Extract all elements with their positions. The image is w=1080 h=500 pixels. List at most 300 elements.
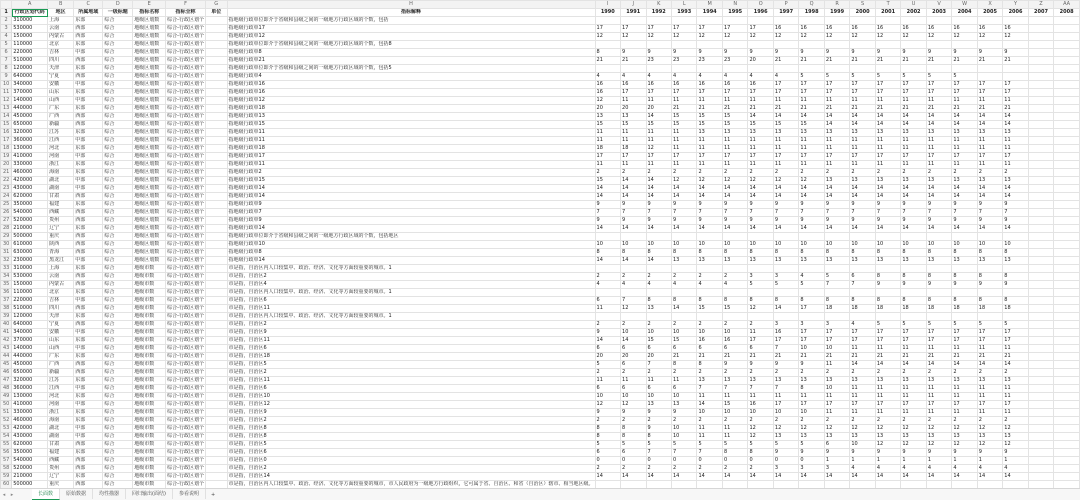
table-cell[interactable]: 地级区划数: [133, 209, 166, 217]
table-cell[interactable]: 6: [621, 385, 646, 393]
table-cell[interactable]: 综合: [103, 385, 133, 393]
table-cell[interactable]: 地级区划数: [133, 25, 166, 33]
row-number[interactable]: 42: [1, 337, 12, 345]
table-cell[interactable]: 8: [621, 425, 646, 433]
header-cell[interactable]: 2001: [875, 9, 900, 17]
table-cell[interactable]: [926, 289, 951, 297]
table-cell[interactable]: 5: [799, 441, 824, 449]
table-cell[interactable]: 8: [952, 273, 977, 281]
table-cell[interactable]: 8: [875, 273, 900, 281]
table-cell[interactable]: 市是指，自治区8: [227, 425, 595, 433]
table-cell[interactable]: [1054, 57, 1080, 65]
table-cell[interactable]: 15: [722, 305, 747, 313]
table-cell[interactable]: 130000: [12, 393, 48, 401]
table-cell[interactable]: 11: [977, 385, 1002, 393]
column-header-n[interactable]: N: [722, 1, 747, 9]
table-cell[interactable]: [205, 345, 227, 353]
table-cell[interactable]: 15: [697, 121, 722, 129]
table-cell[interactable]: 6: [850, 273, 875, 281]
table-cell[interactable]: 东部: [74, 265, 103, 273]
table-cell[interactable]: 11: [1003, 137, 1028, 145]
table-cell[interactable]: 综合-行政区划个: [167, 49, 204, 55]
table-cell[interactable]: 福建: [48, 449, 74, 457]
table-cell[interactable]: [1028, 401, 1053, 409]
table-cell[interactable]: 7: [799, 209, 824, 217]
table-cell[interactable]: [621, 265, 646, 273]
table-cell[interactable]: 16: [595, 81, 620, 89]
table-cell[interactable]: 8: [901, 297, 926, 305]
table-cell[interactable]: [824, 233, 849, 241]
table-cell[interactable]: 13: [977, 377, 1002, 385]
table-cell[interactable]: 8: [748, 449, 773, 457]
table-cell[interactable]: 7: [773, 385, 798, 393]
table-cell[interactable]: 天津: [48, 65, 74, 73]
table-cell[interactable]: 9: [977, 201, 1002, 209]
table-cell[interactable]: 综合-行政区划个: [167, 433, 204, 439]
table-cell[interactable]: 8: [773, 297, 798, 305]
table-cell[interactable]: [1028, 225, 1053, 233]
table-cell[interactable]: 9: [671, 217, 696, 225]
table-cell[interactable]: 4: [722, 281, 747, 289]
table-cell[interactable]: 17: [646, 153, 671, 161]
table-cell[interactable]: 市是指，自治区4: [227, 281, 595, 289]
table-cell[interactable]: [646, 313, 671, 321]
table-cell[interactable]: 地级区划数: [133, 89, 166, 97]
table-cell[interactable]: 11: [952, 137, 977, 145]
table-cell[interactable]: 16: [722, 81, 747, 89]
table-cell[interactable]: 地级区划数: [133, 81, 166, 89]
table-cell[interactable]: [1054, 161, 1080, 169]
table-cell[interactable]: 9: [722, 361, 747, 369]
table-cell[interactable]: 6: [697, 345, 722, 353]
table-cell[interactable]: [1054, 89, 1080, 97]
table-cell[interactable]: [1028, 81, 1053, 89]
table-cell[interactable]: 4: [850, 465, 875, 473]
table-cell[interactable]: [1054, 289, 1080, 297]
table-cell[interactable]: 9: [977, 217, 1002, 225]
next-sheet-icon[interactable]: ▸: [10, 491, 14, 498]
table-cell[interactable]: 21: [799, 57, 824, 65]
table-cell[interactable]: 指地级行政单9: [227, 201, 595, 209]
table-cell[interactable]: 8: [824, 297, 849, 305]
table-cell[interactable]: 综合: [103, 425, 133, 433]
table-cell[interactable]: [850, 233, 875, 241]
table-cell[interactable]: 江西: [48, 137, 74, 145]
table-cell[interactable]: 综合-行政区划个: [167, 329, 204, 335]
table-cell[interactable]: 360000: [12, 385, 48, 393]
table-cell[interactable]: [952, 481, 977, 489]
table-cell[interactable]: 综合-行政区划个: [167, 33, 204, 39]
table-cell[interactable]: 综合: [103, 225, 133, 233]
column-header-j[interactable]: J: [621, 1, 646, 9]
table-cell[interactable]: 14: [926, 113, 951, 121]
column-header-aa[interactable]: AA: [1054, 1, 1080, 9]
table-cell[interactable]: [1054, 297, 1080, 305]
table-cell[interactable]: 21: [875, 353, 900, 361]
table-cell[interactable]: 综合: [103, 465, 133, 473]
table-cell[interactable]: 2: [748, 417, 773, 425]
table-cell[interactable]: [1028, 137, 1053, 145]
table-cell[interactable]: 西部: [74, 481, 103, 489]
table-cell[interactable]: [1028, 73, 1053, 81]
table-cell[interactable]: 综合: [103, 201, 133, 209]
header-cell[interactable]: 1995: [722, 9, 747, 17]
row-number[interactable]: 33: [1, 265, 12, 273]
header-cell[interactable]: 2006: [1003, 9, 1028, 17]
sheet-tab[interactable]: 参看说明: [173, 489, 206, 499]
header-cell[interactable]: 1997: [773, 9, 798, 17]
row-number[interactable]: 7: [1, 57, 12, 65]
table-cell[interactable]: 4: [671, 281, 696, 289]
table-cell[interactable]: 17: [671, 25, 696, 33]
table-cell[interactable]: 10: [722, 329, 747, 337]
table-cell[interactable]: 9: [595, 217, 620, 225]
table-cell[interactable]: [621, 41, 646, 49]
table-cell[interactable]: 地级区划数: [133, 57, 166, 65]
table-cell[interactable]: 11: [621, 137, 646, 145]
table-cell[interactable]: 410000: [12, 401, 48, 409]
table-cell[interactable]: 综合: [103, 401, 133, 409]
table-cell[interactable]: [1003, 41, 1028, 49]
table-cell[interactable]: 13: [697, 377, 722, 385]
table-cell[interactable]: 8: [901, 273, 926, 281]
table-cell[interactable]: 中部: [74, 97, 103, 105]
table-cell[interactable]: 21: [748, 105, 773, 113]
table-cell[interactable]: 13: [926, 377, 951, 385]
table-cell[interactable]: 地级市数: [133, 305, 166, 313]
table-cell[interactable]: 10: [799, 409, 824, 417]
table-cell[interactable]: 9: [952, 449, 977, 457]
header-cell[interactable]: 2002: [901, 9, 926, 17]
table-cell[interactable]: 12: [875, 425, 900, 433]
table-cell[interactable]: 16: [646, 81, 671, 89]
table-cell[interactable]: 综合-行政区划个: [167, 289, 204, 295]
table-cell[interactable]: [205, 249, 227, 257]
table-cell[interactable]: [748, 481, 773, 489]
table-cell[interactable]: 指地级行政单11: [227, 161, 595, 169]
table-cell[interactable]: 青海: [48, 249, 74, 257]
table-cell[interactable]: 12: [1003, 33, 1028, 41]
table-cell[interactable]: 市是指，自治区5: [227, 441, 595, 449]
table-cell[interactable]: [952, 265, 977, 273]
header-cell[interactable]: 2003: [926, 9, 951, 17]
row-number[interactable]: 17: [1, 137, 12, 145]
table-cell[interactable]: 2: [697, 321, 722, 329]
table-cell[interactable]: 14: [901, 193, 926, 201]
table-cell[interactable]: 11: [977, 161, 1002, 169]
table-cell[interactable]: 5: [722, 441, 747, 449]
table-cell[interactable]: 宁夏: [48, 73, 74, 81]
table-cell[interactable]: 8: [773, 249, 798, 257]
table-cell[interactable]: 14: [621, 257, 646, 265]
table-cell[interactable]: 指地级行政单位即介于省级和县级之间的一级地方行政区域的个数，包括地区: [227, 233, 595, 241]
table-cell[interactable]: 综合: [103, 33, 133, 41]
table-cell[interactable]: 14: [824, 473, 849, 481]
table-cell[interactable]: [1028, 441, 1053, 449]
table-cell[interactable]: 13: [748, 129, 773, 137]
table-cell[interactable]: 12: [748, 305, 773, 313]
table-cell[interactable]: 市是指，自治区9: [227, 409, 595, 417]
table-cell[interactable]: 14: [875, 225, 900, 233]
column-header-o[interactable]: O: [748, 1, 773, 9]
table-cell[interactable]: 11: [773, 161, 798, 169]
table-cell[interactable]: 15: [773, 121, 798, 129]
table-cell[interactable]: 18: [850, 305, 875, 313]
table-cell[interactable]: 16: [595, 89, 620, 97]
table-cell[interactable]: 西部: [74, 33, 103, 41]
table-cell[interactable]: [1003, 265, 1028, 273]
table-cell[interactable]: 16: [671, 81, 696, 89]
table-cell[interactable]: [1028, 353, 1053, 361]
table-cell[interactable]: [1054, 465, 1080, 473]
table-cell[interactable]: 17: [875, 337, 900, 345]
table-cell[interactable]: 13: [952, 433, 977, 441]
table-cell[interactable]: 14: [722, 185, 747, 193]
table-cell[interactable]: 指地级行政单14: [227, 185, 595, 193]
table-cell[interactable]: 东部: [74, 105, 103, 113]
table-cell[interactable]: 地级市数: [133, 465, 166, 473]
table-cell[interactable]: [1054, 473, 1080, 481]
table-cell[interactable]: 2: [1003, 417, 1028, 425]
table-cell[interactable]: [1054, 105, 1080, 113]
table-cell[interactable]: [875, 17, 900, 25]
table-cell[interactable]: 综合: [103, 185, 133, 193]
row-number[interactable]: 54: [1, 433, 12, 441]
table-cell[interactable]: [205, 161, 227, 169]
table-cell[interactable]: 8: [722, 449, 747, 457]
table-cell[interactable]: [1054, 49, 1080, 57]
table-cell[interactable]: 7: [773, 209, 798, 217]
table-cell[interactable]: 12: [621, 305, 646, 313]
table-cell[interactable]: 指地级行政单2: [227, 169, 595, 177]
table-cell[interactable]: 8: [977, 297, 1002, 305]
table-cell[interactable]: 2: [671, 273, 696, 281]
table-cell[interactable]: [722, 41, 747, 49]
table-cell[interactable]: 14: [697, 185, 722, 193]
table-cell[interactable]: 10: [646, 241, 671, 249]
table-cell[interactable]: 17: [875, 329, 900, 337]
table-cell[interactable]: [773, 65, 798, 73]
table-cell[interactable]: [595, 65, 620, 73]
table-cell[interactable]: 山东: [48, 337, 74, 345]
table-cell[interactable]: 14: [646, 473, 671, 481]
table-cell[interactable]: [671, 289, 696, 297]
table-cell[interactable]: 8: [875, 249, 900, 257]
table-cell[interactable]: 13: [773, 377, 798, 385]
table-cell[interactable]: 12: [1003, 441, 1028, 449]
table-cell[interactable]: 9: [621, 409, 646, 417]
row-number[interactable]: 59: [1, 473, 12, 481]
table-cell[interactable]: 11: [850, 345, 875, 353]
table-cell[interactable]: 13: [850, 177, 875, 185]
table-cell[interactable]: 指地级行政单14: [227, 257, 595, 265]
row-number[interactable]: 1: [1, 9, 12, 17]
table-cell[interactable]: [205, 265, 227, 273]
table-cell[interactable]: 11: [773, 393, 798, 401]
table-cell[interactable]: 13: [850, 377, 875, 385]
table-cell[interactable]: 综合-行政区划个: [167, 41, 204, 47]
table-cell[interactable]: 5: [875, 73, 900, 81]
table-cell[interactable]: 11: [952, 345, 977, 353]
table-cell[interactable]: [824, 313, 849, 321]
table-cell[interactable]: 14: [926, 473, 951, 481]
table-cell[interactable]: [977, 313, 1002, 321]
table-cell[interactable]: 6: [595, 345, 620, 353]
table-cell[interactable]: [1054, 257, 1080, 265]
table-cell[interactable]: [205, 273, 227, 281]
table-cell[interactable]: 5: [697, 441, 722, 449]
table-cell[interactable]: 17: [977, 401, 1002, 409]
table-cell[interactable]: 17: [748, 337, 773, 345]
table-cell[interactable]: [205, 193, 227, 201]
table-cell[interactable]: 12: [977, 33, 1002, 41]
table-cell[interactable]: 甘肃: [48, 441, 74, 449]
table-cell[interactable]: 430000: [12, 185, 48, 193]
table-cell[interactable]: 2: [901, 417, 926, 425]
table-cell[interactable]: 综合-行政区划个: [167, 265, 204, 271]
table-cell[interactable]: 综合-行政区划个: [167, 137, 204, 143]
table-cell[interactable]: 11: [722, 425, 747, 433]
table-cell[interactable]: 7: [697, 209, 722, 217]
table-cell[interactable]: 西部: [74, 57, 103, 65]
table-cell[interactable]: 14: [722, 225, 747, 233]
table-cell[interactable]: 17: [799, 337, 824, 345]
table-cell[interactable]: 14: [646, 185, 671, 193]
table-cell[interactable]: 综合: [103, 449, 133, 457]
row-number[interactable]: 18: [1, 145, 12, 153]
table-cell[interactable]: 8: [722, 297, 747, 305]
table-cell[interactable]: [1028, 185, 1053, 193]
header-cell[interactable]: 指标全称: [166, 9, 206, 17]
table-cell[interactable]: [205, 137, 227, 145]
table-cell[interactable]: 11: [850, 393, 875, 401]
table-cell[interactable]: 10: [901, 241, 926, 249]
table-cell[interactable]: 8: [595, 49, 620, 57]
table-cell[interactable]: 220000: [12, 49, 48, 57]
table-cell[interactable]: [1028, 393, 1053, 401]
table-cell[interactable]: [1028, 337, 1053, 345]
table-cell[interactable]: 21: [926, 105, 951, 113]
table-cell[interactable]: 9: [901, 49, 926, 57]
table-cell[interactable]: 中部: [74, 177, 103, 185]
table-cell[interactable]: 西部: [74, 217, 103, 225]
table-cell[interactable]: 综合-行政区划个: [167, 65, 204, 71]
table-cell[interactable]: 11: [926, 393, 951, 401]
table-cell[interactable]: 9: [850, 201, 875, 209]
table-cell[interactable]: [1003, 65, 1028, 73]
table-cell[interactable]: 9: [773, 449, 798, 457]
table-cell[interactable]: 东部: [74, 409, 103, 417]
table-cell[interactable]: 8: [799, 385, 824, 393]
table-cell[interactable]: [205, 209, 227, 217]
table-cell[interactable]: 东部: [74, 41, 103, 49]
table-cell[interactable]: 综合-行政区划个: [167, 17, 204, 23]
table-cell[interactable]: 11: [926, 345, 951, 353]
table-cell[interactable]: [748, 65, 773, 73]
table-cell[interactable]: [1028, 161, 1053, 169]
table-cell[interactable]: 14: [671, 225, 696, 233]
table-cell[interactable]: 9: [722, 201, 747, 209]
table-cell[interactable]: 17: [646, 89, 671, 97]
row-number[interactable]: 43: [1, 345, 12, 353]
table-cell[interactable]: 综合: [103, 265, 133, 273]
table-cell[interactable]: 10: [671, 433, 696, 441]
row-number[interactable]: 14: [1, 113, 12, 121]
table-cell[interactable]: 2: [595, 169, 620, 177]
table-cell[interactable]: 7: [621, 297, 646, 305]
table-cell[interactable]: 3: [799, 321, 824, 329]
table-cell[interactable]: 地级市数: [133, 337, 166, 345]
table-cell[interactable]: 2: [722, 169, 747, 177]
table-cell[interactable]: 8: [850, 297, 875, 305]
table-cell[interactable]: 陕西: [48, 241, 74, 249]
table-cell[interactable]: 湖北: [48, 177, 74, 185]
table-cell[interactable]: 230000: [12, 257, 48, 265]
table-cell[interactable]: 重庆: [48, 233, 74, 241]
table-cell[interactable]: 综合-行政区划个: [167, 441, 204, 447]
table-cell[interactable]: 17: [773, 337, 798, 345]
table-cell[interactable]: 地级区划数: [133, 73, 166, 81]
table-cell[interactable]: 4: [875, 465, 900, 473]
table-cell[interactable]: 650000: [12, 369, 48, 377]
table-cell[interactable]: 11: [595, 161, 620, 169]
table-cell[interactable]: 浙江: [48, 161, 74, 169]
table-cell[interactable]: 14: [748, 473, 773, 481]
column-header-k[interactable]: K: [646, 1, 671, 9]
table-cell[interactable]: 11: [697, 97, 722, 105]
table-cell[interactable]: [697, 17, 722, 25]
table-cell[interactable]: [926, 233, 951, 241]
table-cell[interactable]: [697, 233, 722, 241]
table-cell[interactable]: 11: [646, 161, 671, 169]
table-cell[interactable]: 11: [926, 145, 951, 153]
table-cell[interactable]: 11: [824, 361, 849, 369]
table-cell[interactable]: [1028, 89, 1053, 97]
table-cell[interactable]: 18: [875, 305, 900, 313]
row-number[interactable]: 45: [1, 361, 12, 369]
table-cell[interactable]: 14: [977, 113, 1002, 121]
table-cell[interactable]: 地级市数: [133, 473, 166, 481]
table-cell[interactable]: 8: [799, 297, 824, 305]
table-cell[interactable]: [773, 313, 798, 321]
table-cell[interactable]: 8: [901, 249, 926, 257]
table-cell[interactable]: 9: [850, 217, 875, 225]
table-cell[interactable]: 12: [773, 425, 798, 433]
table-cell[interactable]: [875, 233, 900, 241]
table-cell[interactable]: 17: [773, 153, 798, 161]
table-cell[interactable]: 9: [824, 201, 849, 209]
table-cell[interactable]: 3: [773, 321, 798, 329]
table-cell[interactable]: [1003, 17, 1028, 25]
table-cell[interactable]: 20: [595, 105, 620, 113]
table-cell[interactable]: 15: [595, 177, 620, 185]
table-cell[interactable]: 综合: [103, 337, 133, 345]
row-number[interactable]: 44: [1, 353, 12, 361]
table-cell[interactable]: 西部: [74, 281, 103, 289]
table-cell[interactable]: 14: [875, 121, 900, 129]
table-cell[interactable]: 450000: [12, 361, 48, 369]
table-cell[interactable]: 14: [977, 225, 1002, 233]
table-cell[interactable]: 17: [875, 401, 900, 409]
table-cell[interactable]: 5: [875, 321, 900, 329]
table-cell[interactable]: 指地级行政单位即介于省级和县级之间的一级地方行政区域的个数，包括: [227, 17, 595, 25]
table-cell[interactable]: 12: [722, 33, 747, 41]
table-cell[interactable]: 150000: [12, 33, 48, 41]
table-cell[interactable]: 2: [926, 169, 951, 177]
table-cell[interactable]: 17: [952, 337, 977, 345]
table-cell[interactable]: 14: [773, 225, 798, 233]
table-cell[interactable]: 12: [901, 441, 926, 449]
